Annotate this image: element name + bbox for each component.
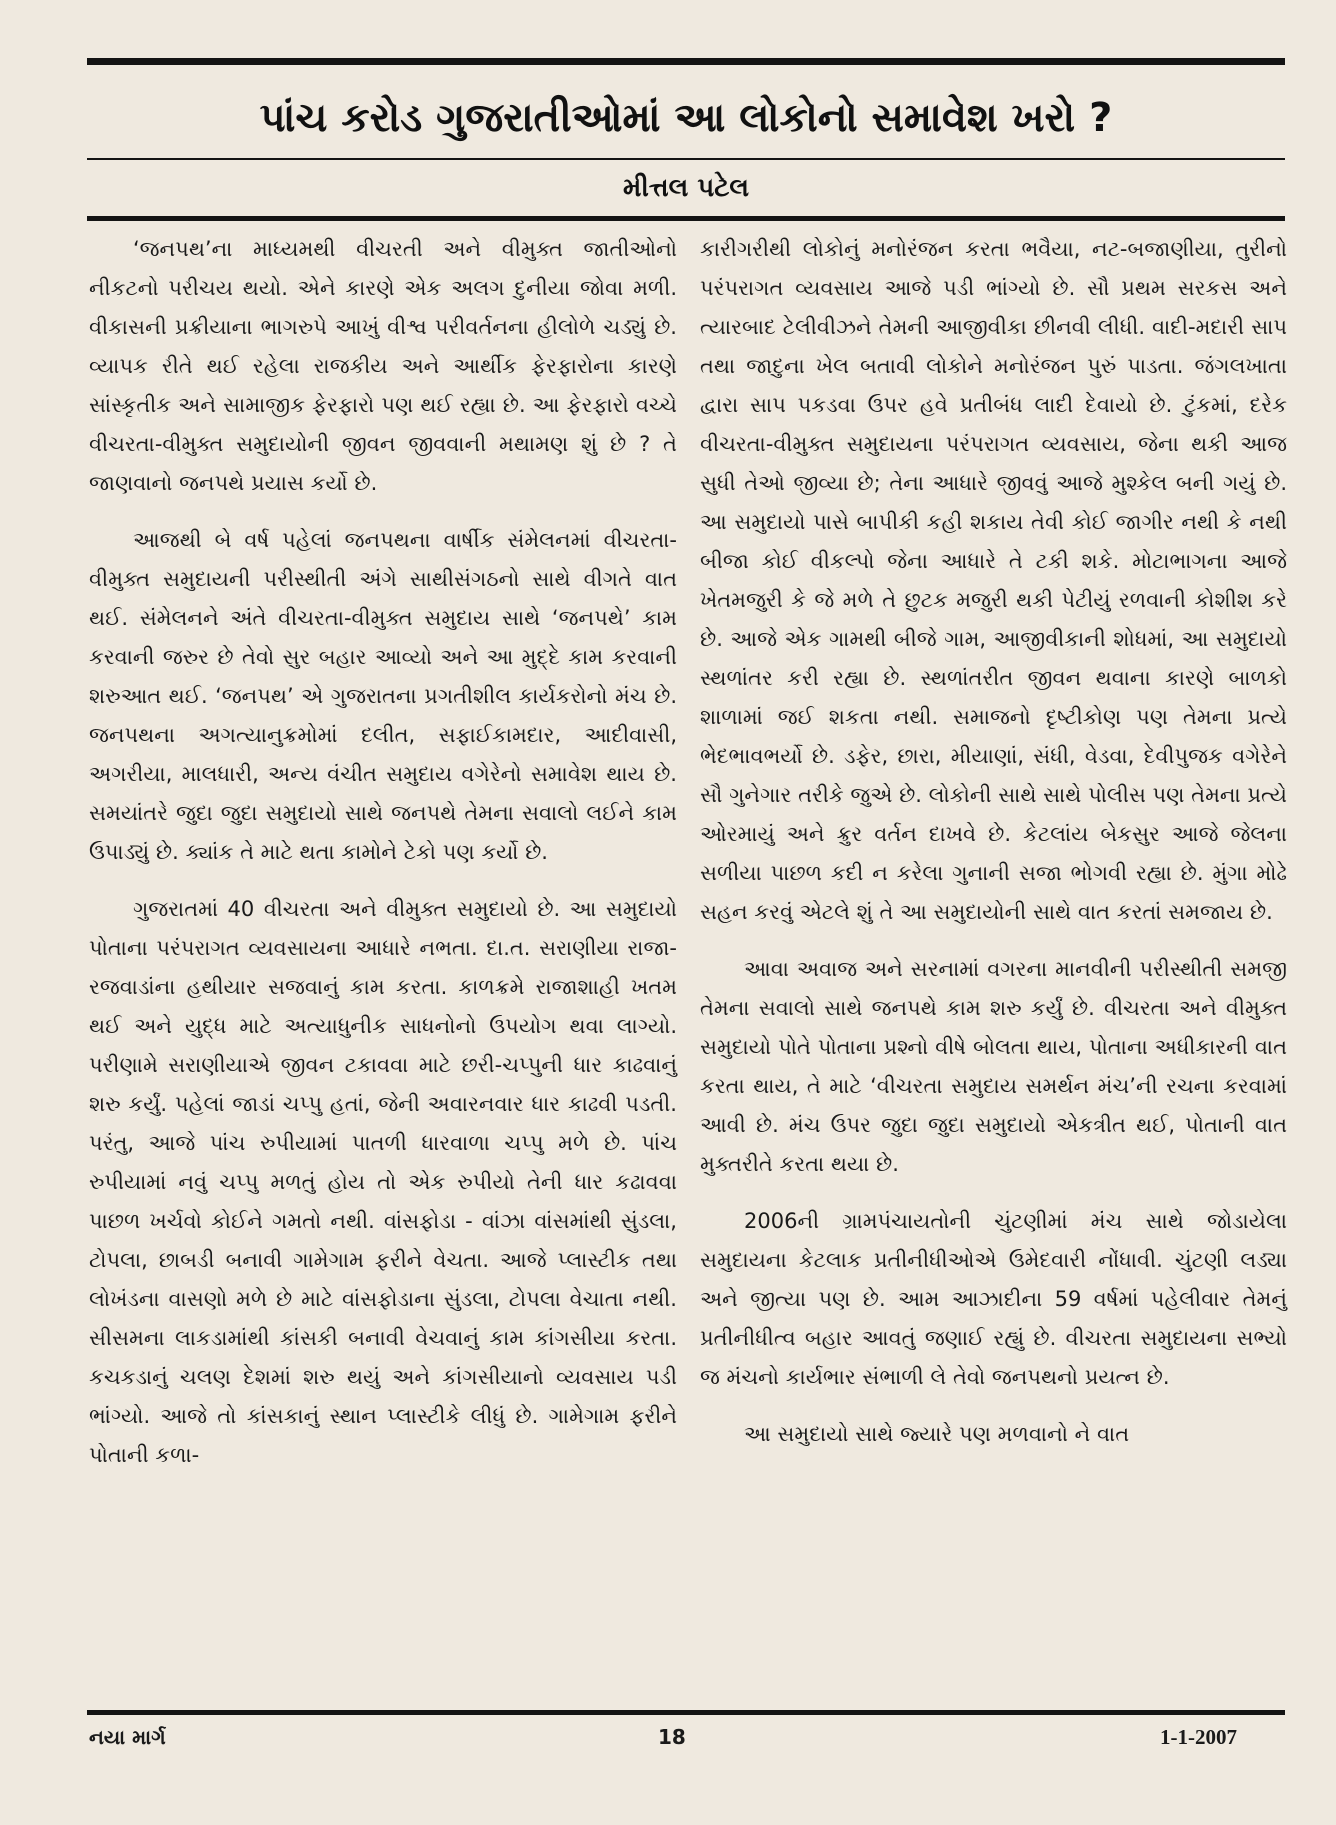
- right-column: [700, 230, 1287, 1560]
- article-title: પાંચ કરોડ ગુજરાતીઓમાં આ લોકોનો સમાવેશ ખરો ?: [259, 95, 1113, 141]
- paragraph: ગુજરાતમાં 40 વીચરતા અને વીમુક્ત સમુદાયો છે. આ સમુદાયો પોતાના પરંપરાગત વ્યવસાયના આધારે નભતા. દા.ત. સરાણીયા રાજા-રજવાડાંના હથીયાર સજવાનું કામ કરતા. કાળક્રમે રાજાશાહી ખતમ થઈ અને યુદ્ધ માટે અત્યાધુનીક સાધનોનો ઉપયોગ થવા લાગ્યો. પરીણામે સરાણીયાએ જીવન ટકાવવા માટે છરી-ચપ્પુની ધાર કાઢવાનું શરુ કર્યું. પહેલાં જાડાં ચપ્પુ હતાં, જેની અવારનવાર ધાર કાઢવી પડતી. પરંતુ, આજે પાંચ રુપીયામાં પાતળી ધારવાળા ચપ્પુ મળે છે. પાંચ રુપીયામાં નવું ચપ્પુ મળતું હોય તો એક રુપીયો તેની ધાર કઢાવવા પાછળ ખર્ચવો કોઈને ગમતો નથી. વાંસફોડા - વાંઝા વાંસમાંથી સુંડલા, ટોપલા, છાબડી બનાવી ગામેગામ ફરીને વેચતા. આજે પ્લાસ્ટીક તથા લોખંડના વાસણો મળે છે માટે વાંસફોડાના સુંડલા, ટોપલા વેચાતા નથી. સીસમના લાકડામાંથી કાંસકી બનાવી વેચવાનું કામ કાંગસીયા કરતા. કચકડાનું ચલણ દેશમાં શરુ થયું અને કાંગસીયાનો વ્યવસાય પડી ભાંગ્યો. આજે તો કાંસકાનું સ્થાન પ્લાસ્ટીકે લીધું છે. ગામેગામ ફરીને પોતાની કળા-: [89, 897, 677, 1467]
- footer-rule: [87, 1710, 1285, 1715]
- paragraph: ‘જનપથ’ના માધ્યમથી વીચરતી અને વીમુક્ત જાતીઓનો નીકટનો પરીચય થયો. એને કારણે એક અલગ દુનીયા જોવા મળી. વીકાસની પ્રક્રીયાના ભાગરુપે આખું વીશ્વ પરીવર્તનના હીલોળે ચડ્યું છે. વ્યાપક રીતે થઈ રહેલા રાજકીય અને આર્થીક ફેરફારોના કારણે સાંસ્કૃતીક અને સામાજીક ફેરફારો પણ થઈ રહ્યા છે. આ ફેરફારો વચ્ચે વીચરતા-વીમુક્ત સમુદાયોની જીવન જીવવાની મથામણ શું છે ? તે જાણવાનો જનપથે પ્રયાસ કર્યો છે.: [89, 237, 677, 495]
- paragraph: આજથી બે વર્ષ પહેલાં જનપથના વાર્ષીક સંમેલનમાં વીચરતા-વીમુક્ત સમુદાયની પરીસ્થીતી અંગે સાથીસંગઠનો સાથે વીગતે વાત થઈ. સંમેલનને અંતે વીચરતા-વીમુક્ત સમુદાય સાથે ‘જનપથે’ કામ કરવાની જરુર છે તેવો સુર બહાર આવ્યો અને આ મુદ્દે કામ કરવાની શરુઆત થઈ. ‘જનપથ’ એ ગુજરાતના પ્રગતીશીલ કાર્યકરોનો મંચ છે. જનપથના અગત્યાનુક્રમોમાં દલીત, સફાઈકામદાર, આદીવાસી, અગરીયા, માલધારી, અન્ય વંચીત સમુદાય વગેરેનો સમાવેશ થાય છે. સમયાંતરે જુદા જુદા સમુદાયો સાથે જનપથે તેમના સવાલો લઈને કામ ઉપાડ્યું છે. ક્યાંક તે માટે થતા કામોને ટેકો પણ કર્યો છે.: [89, 528, 677, 864]
- issue-date: 1-1-2007: [1160, 1725, 1237, 1749]
- top-rule: [87, 58, 1285, 65]
- paragraph: 2006ની ગ્રામપંચાયતોની ચુંટણીમાં મંચ સાથે જોડાયેલા સમુદાયના કેટલાક પ્રતીનીધીઓએ ઉમેદવારી નોંધાવી. ચુંટણી લડ્યા અને જીત્યા પણ છે. આમ આઝાદીના 59 વર્ષમાં પહેલીવાર તેમનું પ્રતીનીધીત્વ બહાર આવતું જણાઈ રહ્યું છે. વીચરતા સમુદાયના સભ્યો જ મંચનો કાર્યભાર સંભાળી લે તેવો જનપથનો પ્રયત્ન છે.: [700, 1209, 1287, 1389]
- title-divider: [87, 158, 1285, 160]
- page-number: 18: [658, 1725, 686, 1749]
- left-column: [89, 230, 677, 1560]
- header-bottom-rule: [87, 216, 1285, 221]
- paragraph: આવા અવાજ અને સરનામાં વગરના માનવીની પરીસ્થીતી સમજી તેમના સવાલો સાથે જનપથે કામ શરુ કર્યું છે. વીચરતા અને વીમુક્ત સમુદાયો પોતે પોતાના પ્રશ્નો વીષે બોલતા થાય, પોતાના અધીકારની વાત કરતા થાય, તે માટે ‘વીચરતા સમુદાય સમર્થન મંચ’ની રચના કરવામાં આવી છે. મંચ ઉપર જુદા જુદા સમુદાયો એકત્રીત થઈ, પોતાની વાત મુક્તરીતે કરતા થયા છે.: [700, 957, 1287, 1176]
- publication-name: નયા માર્ગ: [89, 1725, 166, 1749]
- paragraph: કારીગરીથી લોકોનું મનોરંજન કરતા ભવૈયા, નટ-બજાણીયા, તુરીનો પરંપરાગત વ્યવસાય આજે પડી ભાંગ્યો છે. સૌ પ્રથમ સરકસ અને ત્યારબાદ ટેલીવીઝને તેમની આજીવીકા છીનવી લીધી. વાદી-મદારી સાપ તથા જાદુના ખેલ બતાવી લોકોને મનોરંજન પુરું પાડતા. જંગલખાતા દ્વારા સાપ પકડવા ઉપર હવે પ્રતીબંધ લાદી દેવાયો છે. ટુંકમાં, દરેક વીચરતા-વીમુક્ત સમુદાયના પરંપરાગત વ્યવસાય, જેના થકી આજ સુધી તેઓ જીવ્યા છે; તેના આધારે જીવવું આજે મુશ્કેલ બની ગયું છે. આ સમુદાયો પાસે બાપીકી કહી શકાય તેવી કોઈ જાગીર નથી કે નથી બીજા કોઈ વીકલ્પો જેના આધારે તે ટકી શકે. મોટાભાગના આજે ખેતમજુરી કે જે મળે તે છુટક મજુરી થકી પેટીયું રળવાની કોશીશ કરે છે. આજે એક ગામથી બીજે ગામ, આજીવીકાની શોધમાં, આ સમુદાયો સ્થળાંતર કરી રહ્યા છે. સ્થળાંતરીત જીવન થવાના કારણે બાળકો શાળામાં જઈ શકતા નથી. સમાજનો દૃષ્ટીકોણ પણ તેમના પ્રત્યે ભેદભાવભર્યો છે. ડફેર, છારા, મીયાણાં, સંધી, વેડવા, દેવીપુજક વગેરેને સૌ ગુનેગાર તરીકે જુએ છે. લોકોની સાથે સાથે પોલીસ પણ તેમના પ્રત્યે ઓરમાયું અને ક્રુર વર્તન દાખવે છે. કેટલાંય બેકસુર આજે જેલના સળીયા પાછળ કદી ન કરેલા ગુનાની સજા ભોગવી રહ્યા છે. મુંગા મોઢે સહન કરવું એટલે શું તે આ સમુદાયોની સાથે વાત કરતાં સમજાય છે.: [700, 237, 1287, 924]
- author-name: મીત્તલ પટેલ: [622, 173, 750, 203]
- paragraph: આ સમુદાયો સાથે જ્યારે પણ મળવાનો ને વાત: [744, 1422, 1130, 1446]
